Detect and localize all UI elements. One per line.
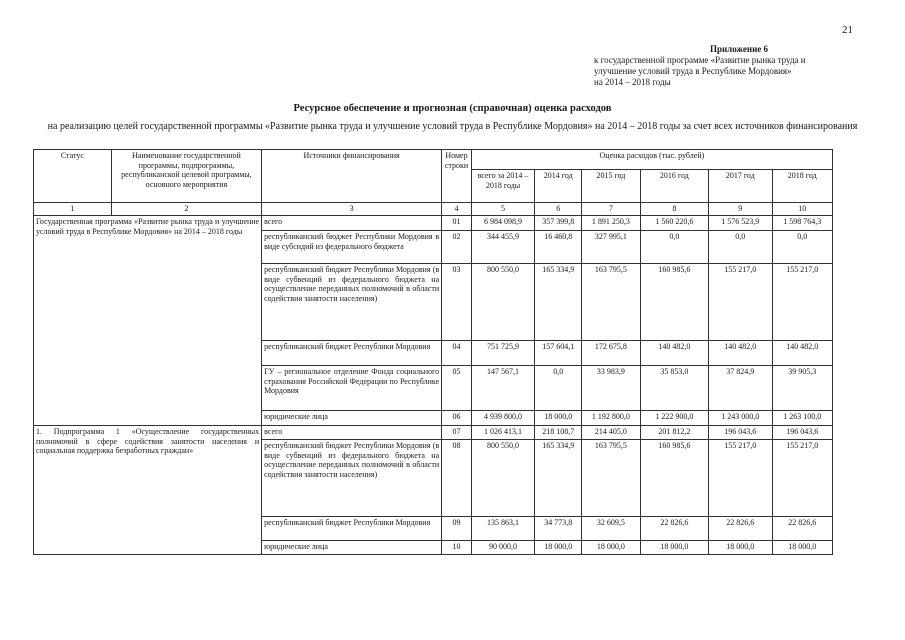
- row-number: 03: [442, 264, 472, 341]
- y2017-cell: 18 000,0: [709, 541, 772, 555]
- header-name: Наименование государственной программы, подпрограммы, республиканской целевой программы, основного мероприятия: [111, 150, 261, 203]
- annex-line-1: к государственной программе «Развитие рынка труда и: [594, 55, 806, 65]
- y2015-cell: 163 795,5: [582, 264, 640, 341]
- header-sources: Источники финансирования: [262, 150, 442, 203]
- y2014-cell: 357 399,8: [535, 216, 582, 231]
- y2018-cell: 1 263 100,0: [772, 411, 832, 426]
- total-cell: 4 939 800,0: [471, 411, 534, 426]
- header-total: всего за 2014 – 2018 годы: [471, 170, 534, 203]
- y2016-cell: 140 482,0: [640, 341, 709, 366]
- y2015-cell: 1 192 800,0: [582, 411, 640, 426]
- row-number: 07: [442, 426, 472, 440]
- row-number: 09: [442, 517, 472, 541]
- source-cell: республиканский бюджет Республики Мордовия: [262, 517, 442, 541]
- header-row-1: [34, 150, 833, 170]
- row-number: 08: [442, 440, 472, 517]
- y2018-cell: 155 217,0: [772, 440, 832, 517]
- subprogram-status-cell: 1. Подпрограмма 1 «Осуществление государственных полномочий в сфере содействия занятости населения и социальная поддержка безработных граждан»: [34, 426, 262, 555]
- y2014-cell: 16 460,8: [535, 231, 582, 264]
- y2017-cell: 1 576 523,9: [709, 216, 772, 231]
- y2016-cell: 160 985,6: [640, 440, 709, 517]
- index-cell: 3: [262, 203, 442, 216]
- y2018-cell: 196 043,6: [772, 426, 832, 440]
- y2018-cell: 140 482,0: [772, 341, 832, 366]
- y2016-cell: 1 560 220,6: [640, 216, 709, 231]
- row-number: 05: [442, 366, 472, 411]
- index-cell: 6: [535, 203, 582, 216]
- y2016-cell: 18 000,0: [640, 541, 709, 555]
- annex-block: [594, 44, 864, 88]
- total-cell: 90 000,0: [471, 541, 534, 555]
- header-2018: 2018 год: [772, 170, 832, 203]
- program-status-cell: Государственная программа «Развитие рынка труда и улучшение условий труда в Республике Мордовия» на 2014 – 2018 годы: [34, 216, 262, 426]
- annex-line-3: на 2014 – 2018 годы: [594, 77, 671, 87]
- y2014-cell: 165 334,9: [535, 440, 582, 517]
- page-number: 21: [842, 24, 853, 36]
- y2014-cell: 0,0: [535, 366, 582, 411]
- y2015-cell: 1 891 250,3: [582, 216, 640, 231]
- y2017-cell: 155 217,0: [709, 264, 772, 341]
- y2016-cell: 160 985,6: [640, 264, 709, 341]
- y2017-cell: 1 243 000,0: [709, 411, 772, 426]
- row-number: 10: [442, 541, 472, 555]
- y2014-cell: 18 000,0: [535, 541, 582, 555]
- total-cell: 751 725,9: [471, 341, 534, 366]
- source-cell: всего: [262, 216, 442, 231]
- index-cell: 7: [582, 203, 640, 216]
- y2015-cell: 214 405,0: [582, 426, 640, 440]
- y2014-cell: 34 773,8: [535, 517, 582, 541]
- table-row: [34, 426, 833, 440]
- index-cell: 8: [640, 203, 709, 216]
- header-status: Статус: [34, 150, 112, 203]
- source-cell: юридические лица: [262, 541, 442, 555]
- y2016-cell: 0,0: [640, 231, 709, 264]
- total-cell: 6 984 098,9: [471, 216, 534, 231]
- table-row: [34, 216, 833, 231]
- y2017-cell: 196 043,6: [709, 426, 772, 440]
- document-title: Ресурсное обеспечение и прогнозная (справочная) оценка расходов: [293, 103, 612, 114]
- y2015-cell: 33 983,9: [582, 366, 640, 411]
- header-2015: 2015 год: [582, 170, 640, 203]
- y2017-cell: 22 826,6: [709, 517, 772, 541]
- y2016-cell: 35 853,0: [640, 366, 709, 411]
- total-cell: 135 863,1: [471, 517, 534, 541]
- row-number: 04: [442, 341, 472, 366]
- y2016-cell: 22 826,6: [640, 517, 709, 541]
- y2018-cell: 1 598 764,3: [772, 216, 832, 231]
- y2017-cell: 0,0: [709, 231, 772, 264]
- annex-title: Приложение 6: [709, 44, 769, 54]
- row-number: 01: [442, 216, 472, 231]
- source-cell: юридические лица: [262, 411, 442, 426]
- y2018-cell: 39 905,3: [772, 366, 832, 411]
- header-2017: 2017 год: [709, 170, 772, 203]
- annex-line-2: улучшение условий труда в Республике Мордовия»: [594, 66, 792, 76]
- y2014-cell: 18 000,0: [535, 411, 582, 426]
- y2018-cell: 22 826,6: [772, 517, 832, 541]
- index-cell: 5: [471, 203, 534, 216]
- total-cell: 147 567,1: [471, 366, 534, 411]
- source-cell: республиканский бюджет Республики Мордовия в виде субсидий из федерального бюджета: [262, 231, 442, 264]
- y2017-cell: 155 217,0: [709, 440, 772, 517]
- y2017-cell: 37 824,9: [709, 366, 772, 411]
- source-cell: ГУ – региональное отделение Фонда социального страхования Российской Федерации по Республике Мордовия: [262, 366, 442, 411]
- source-cell: республиканский бюджет Республики Мордовия: [262, 341, 442, 366]
- y2014-cell: 157 604,1: [535, 341, 582, 366]
- source-cell: республиканский бюджет Республики Мордовия (в виде субвенций из федерального бюджета на осуществление переданных полномочий в области содействия занятости населения): [262, 264, 442, 341]
- header-estimate: Оценка расходов (тыс. рублей): [471, 150, 832, 170]
- y2014-cell: 218 108,7: [535, 426, 582, 440]
- index-cell: 1: [34, 203, 112, 216]
- y2015-cell: 163 795,5: [582, 440, 640, 517]
- index-cell: 4: [442, 203, 472, 216]
- total-cell: 1 026 413,1: [471, 426, 534, 440]
- header-row-no: Номер строки: [442, 150, 472, 203]
- index-cell: 2: [111, 203, 261, 216]
- header-2016: 2016 год: [640, 170, 709, 203]
- row-number: 02: [442, 231, 472, 264]
- y2016-cell: 1 222 900,0: [640, 411, 709, 426]
- y2014-cell: 165 334,9: [535, 264, 582, 341]
- y2015-cell: 172 675,8: [582, 341, 640, 366]
- source-cell: республиканский бюджет Республики Мордовия (в виде субвенций из федерального бюджета на осуществление переданных полномочий в области содействия занятости населения): [262, 440, 442, 517]
- header-2014: 2014 год: [535, 170, 582, 203]
- expenses-table: [33, 149, 833, 555]
- row-number: 06: [442, 411, 472, 426]
- index-cell: 9: [709, 203, 772, 216]
- y2015-cell: 18 000,0: [582, 541, 640, 555]
- index-cell: 10: [772, 203, 832, 216]
- source-cell: всего: [262, 426, 442, 440]
- total-cell: 800 550,0: [471, 440, 534, 517]
- y2015-cell: 32 609,5: [582, 517, 640, 541]
- document-subtitle: на реализацию целей государственной программы «Развитие рынка труда и улучшение условий труда в Республике Мордовия» на 2014 – 2018 годы за счет всех источников финансирования: [47, 121, 858, 132]
- y2015-cell: 327 995,1: [582, 231, 640, 264]
- y2017-cell: 140 482,0: [709, 341, 772, 366]
- y2018-cell: 0,0: [772, 231, 832, 264]
- y2018-cell: 18 000,0: [772, 541, 832, 555]
- total-cell: 344 455,9: [471, 231, 534, 264]
- index-row: [34, 203, 833, 216]
- total-cell: 800 550,0: [471, 264, 534, 341]
- y2018-cell: 155 217,0: [772, 264, 832, 341]
- y2016-cell: 201 812,2: [640, 426, 709, 440]
